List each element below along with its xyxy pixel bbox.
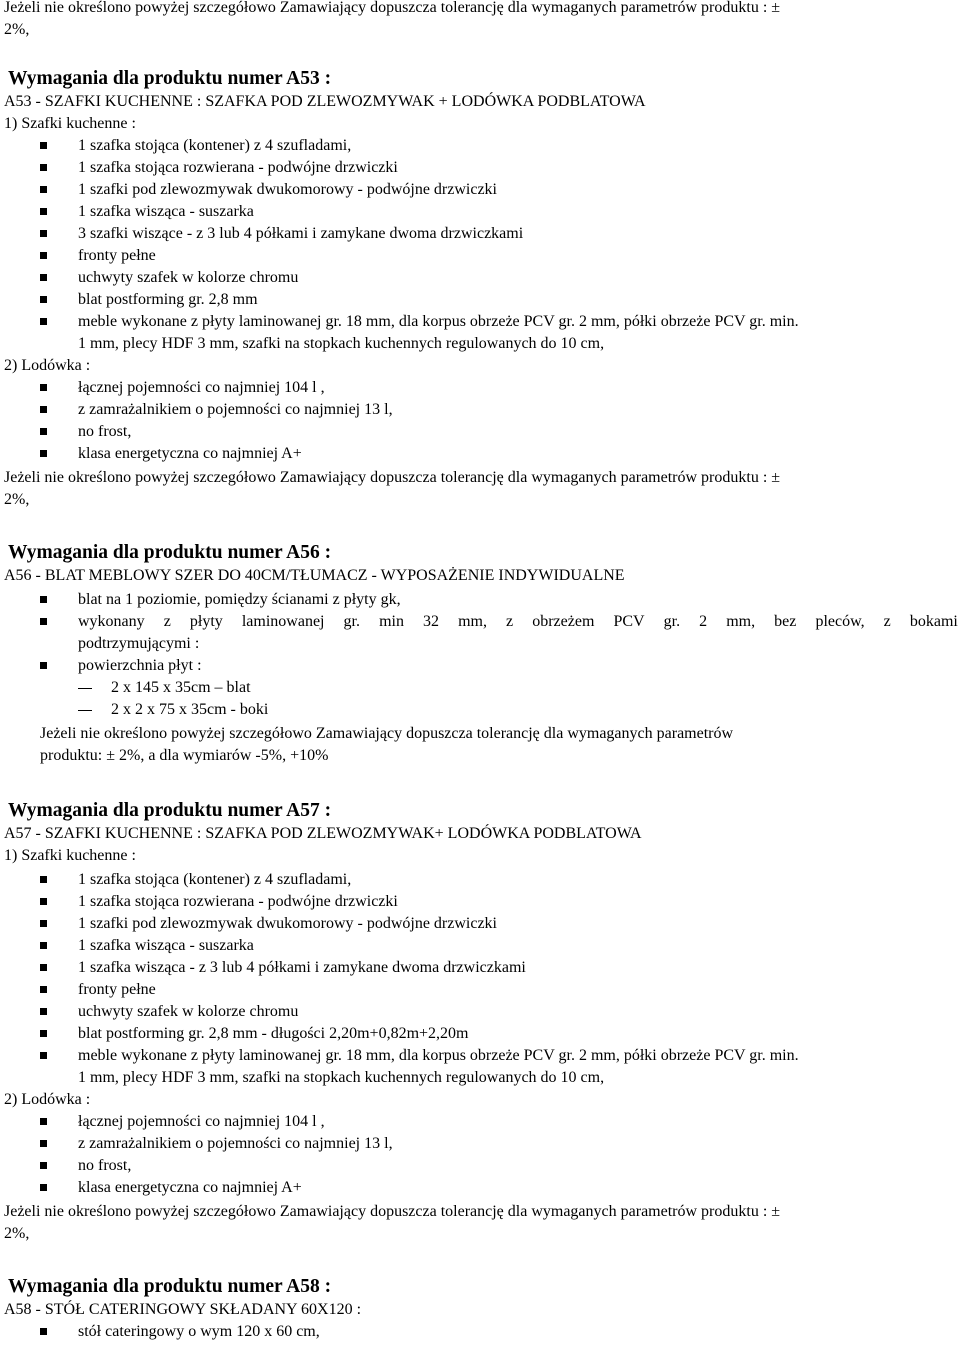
list-item: łącznej pojemności co najmniej 104 l , bbox=[78, 1113, 325, 1130]
list-item: powierzchnia płyt : bbox=[78, 657, 202, 674]
tolerance-note-cont: produktu: ± 2%, a dla wymiarów -5%, +10% bbox=[40, 747, 329, 764]
product-title-a56: A56 - BLAT MEBLOWY SZER DO 40CM/TŁUMACZ - WYPOSAŻENIE INDYWIDUALNE bbox=[4, 567, 625, 584]
bullet-icon bbox=[40, 296, 47, 303]
list-item: klasa energetyczna co najmniej A+ bbox=[78, 445, 302, 462]
list-item: uchwyty szafek w kolorze chromu bbox=[78, 269, 299, 286]
list-item: 1 szafka wisząca - suszarka bbox=[78, 203, 254, 220]
bullet-icon bbox=[40, 618, 47, 625]
list-item: meble wykonane z płyty laminowanej gr. 18 mm, dla korpus obrzeże PCV gr. 2 mm, półki obrzeże PCV gr. min. bbox=[78, 1047, 799, 1064]
list-item-cont: podtrzymującymi : bbox=[78, 635, 200, 652]
justified-word: z bbox=[163, 613, 171, 630]
bullet-icon bbox=[40, 1052, 47, 1059]
dash-icon bbox=[78, 688, 92, 689]
justified-word: bez bbox=[774, 613, 797, 630]
section-heading-a56: Wymagania dla produktu numer A56 : bbox=[8, 542, 332, 563]
list-item: 1 szafki pod zlewozmywak dwukomorowy - podwójne drzwiczki bbox=[78, 915, 497, 932]
bullet-icon bbox=[40, 964, 47, 971]
justified-word: mm, bbox=[726, 613, 756, 630]
list-item: fronty pełne bbox=[78, 247, 156, 264]
tolerance-note: Jeżeli nie określono powyżej szczegółowo Zamawiający dopuszcza tolerancję dla wymaganych parametrów produktu : ± bbox=[4, 0, 781, 16]
subsection-cabinets: 1) Szafki kuchenne : bbox=[4, 847, 136, 864]
bullet-icon bbox=[40, 596, 47, 603]
justified-word: gr. bbox=[343, 613, 360, 630]
list-item: 1 szafka wisząca - suszarka bbox=[78, 937, 254, 954]
list-item: blat postforming gr. 2,8 mm bbox=[78, 291, 258, 308]
list-item-cont: 1 mm, plecy HDF 3 mm, szafki na stopkach kuchennych regulowanych do 10 cm, bbox=[78, 335, 605, 352]
bullet-icon bbox=[40, 1030, 47, 1037]
bullet-icon bbox=[40, 1008, 47, 1015]
product-title-a57: A57 - SZAFKI KUCHENNE : SZAFKA POD ZLEWOZMYWAK+ LODÓWKA PODBLATOWA bbox=[4, 825, 642, 842]
justified-word: pleców, bbox=[815, 613, 865, 630]
bullet-icon bbox=[40, 208, 47, 215]
list-item: klasa energetyczna co najmniej A+ bbox=[78, 1179, 302, 1196]
bullet-icon bbox=[40, 230, 47, 237]
justified-word: mm, bbox=[458, 613, 487, 630]
dimension-item: 2 x 2 x 75 x 35cm - boki bbox=[111, 701, 269, 718]
list-item: blat postforming gr. 2,8 mm - długości 2,20m+0,82m+2,20m bbox=[78, 1025, 469, 1042]
justified-word: płyty bbox=[189, 613, 223, 630]
list-item: 1 szafka stojąca rozwierana - podwójne drzwiczki bbox=[78, 893, 398, 910]
bullet-icon bbox=[40, 920, 47, 927]
bullet-icon bbox=[40, 898, 47, 905]
justified-word: gr. bbox=[663, 613, 681, 630]
tolerance-note-cont: 2%, bbox=[4, 491, 30, 508]
section-heading-a58: Wymagania dla produktu numer A58 : bbox=[8, 1276, 332, 1297]
section-heading-a53: Wymagania dla produktu numer A53 : bbox=[8, 68, 332, 89]
section-heading-a57: Wymagania dla produktu numer A57 : bbox=[8, 800, 332, 821]
list-item: łącznej pojemności co najmniej 104 l , bbox=[78, 379, 325, 396]
bullet-icon bbox=[40, 662, 47, 669]
bullet-icon bbox=[40, 318, 47, 325]
justified-word: 2 bbox=[699, 613, 708, 630]
bullet-icon bbox=[40, 986, 47, 993]
justified-word: PCV bbox=[613, 613, 645, 630]
list-item: 1 szafka stojąca (kontener) z 4 szufladami, bbox=[78, 871, 352, 888]
bullet-icon bbox=[40, 384, 47, 391]
justified-word: 32 bbox=[423, 613, 440, 630]
bullet-icon bbox=[40, 1328, 47, 1335]
bullet-icon bbox=[40, 942, 47, 949]
dimension-item: 2 x 145 x 35cm – blat bbox=[111, 679, 251, 696]
tolerance-note: Jeżeli nie określono powyżej szczegółowo Zamawiający dopuszcza tolerancję dla wymaganych parametrów bbox=[40, 725, 734, 742]
list-item: 1 szafka stojąca (kontener) z 4 szufladami, bbox=[78, 137, 352, 154]
tolerance-note: Jeżeli nie określono powyżej szczegółowo Zamawiający dopuszcza tolerancję dla wymaganych parametrów produktu : ± bbox=[4, 469, 781, 486]
dash-icon bbox=[78, 710, 92, 711]
bullet-icon bbox=[40, 1140, 47, 1147]
list-item: meble wykonane z płyty laminowanej gr. 18 mm, dla korpus obrzeże PCV gr. 2 mm, półki obrzeże PCV gr. min. bbox=[78, 313, 799, 330]
justified-word: z bbox=[883, 613, 891, 630]
bullet-icon bbox=[40, 450, 47, 457]
justified-word: bokami bbox=[909, 613, 958, 630]
list-item: fronty pełne bbox=[78, 981, 156, 998]
product-title-a53: A53 - SZAFKI KUCHENNE : SZAFKA POD ZLEWOZMYWAK + LODÓWKA PODBLATOWA bbox=[4, 93, 646, 110]
bullet-icon bbox=[40, 1184, 47, 1191]
list-item: 3 szafki wiszące - z 3 lub 4 półkami i zamykane dwoma drzwiczkami bbox=[78, 225, 524, 242]
bullet-icon bbox=[40, 876, 47, 883]
list-item: no frost, bbox=[78, 1157, 132, 1174]
list-item: blat na 1 poziomie, pomiędzy ścianami z płyty gk, bbox=[78, 591, 401, 608]
subsection-cabinets: 1) Szafki kuchenne : bbox=[4, 115, 136, 132]
bullet-icon bbox=[40, 274, 47, 281]
tolerance-note-cont: 2%, bbox=[4, 21, 30, 38]
justified-word: z bbox=[506, 613, 514, 630]
tolerance-note: Jeżeli nie określono powyżej szczegółowo Zamawiający dopuszcza tolerancję dla wymaganych parametrów produktu : ± bbox=[4, 1203, 781, 1220]
justified-word: laminowanej bbox=[241, 613, 325, 630]
list-item: stół cateringowy o wym 120 x 60 cm, bbox=[78, 1323, 320, 1340]
list-item: 1 szafka wisząca - z 3 lub 4 półkami i zamykane dwoma drzwiczkami bbox=[78, 959, 526, 976]
bullet-icon bbox=[40, 252, 47, 259]
list-item: uchwyty szafek w kolorze chromu bbox=[78, 1003, 299, 1020]
list-item: 1 szafki pod zlewozmywak dwukomorowy - podwójne drzwiczki bbox=[78, 181, 497, 198]
product-title-a58: A58 - STÓŁ CATERINGOWY SKŁADANY 60X120 : bbox=[4, 1301, 362, 1318]
list-item-justified bbox=[78, 611, 958, 633]
justified-word: min bbox=[379, 613, 404, 630]
bullet-icon bbox=[40, 142, 47, 149]
list-item: 1 szafka stojąca rozwierana - podwójne drzwiczki bbox=[78, 159, 398, 176]
subsection-fridge: 2) Lodówka : bbox=[4, 357, 91, 374]
justified-word: obrzeżem bbox=[532, 613, 595, 630]
bullet-icon bbox=[40, 1162, 47, 1169]
subsection-fridge: 2) Lodówka : bbox=[4, 1091, 91, 1108]
bullet-icon bbox=[40, 1118, 47, 1125]
bullet-icon bbox=[40, 406, 47, 413]
list-item: no frost, bbox=[78, 423, 132, 440]
bullet-icon bbox=[40, 428, 47, 435]
tolerance-note-cont: 2%, bbox=[4, 1225, 30, 1242]
list-item: z zamrażalnikiem o pojemności co najmniej 13 l, bbox=[78, 401, 393, 418]
bullet-icon bbox=[40, 186, 47, 193]
list-item: z zamrażalnikiem o pojemności co najmniej 13 l, bbox=[78, 1135, 393, 1152]
justified-word: wykonany bbox=[78, 613, 145, 630]
bullet-icon bbox=[40, 164, 47, 171]
list-item-cont: 1 mm, plecy HDF 3 mm, szafki na stopkach kuchennych regulowanych do 10 cm, bbox=[78, 1069, 605, 1086]
